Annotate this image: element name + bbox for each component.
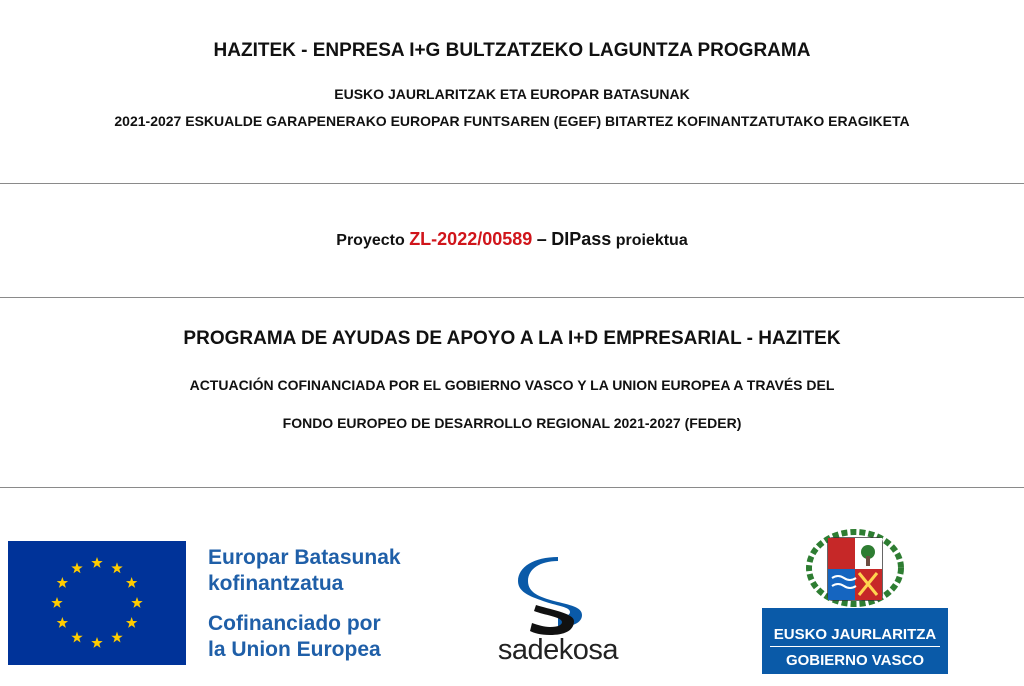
title-spanish: PROGRAMA DE AYUDAS DE APOYO A LA I+D EMPRESARIAL - HAZITEK [183, 328, 841, 349]
eu-line-3: Cofinanciado por [208, 612, 381, 635]
basque-government-divider [770, 646, 940, 647]
spanish-line-2: FONDO EUROPEO DE DESARROLLO REGIONAL 2021-2027 (FEDER) [282, 415, 742, 431]
project-name: DIPass [551, 229, 612, 249]
subtitle-basque-1: EUSKO JAURLARITZAK ETA EUROPAR BATASUNAK [334, 86, 690, 102]
project-line [0, 229, 1024, 250]
project-code: ZL-2022/00589 [409, 229, 533, 249]
basque-government-name-eu: EUSKO JAURLARITZA [773, 626, 937, 643]
project-suffix: proiektua [615, 232, 688, 249]
eu-flag-logo [8, 541, 186, 665]
project-prefix: Proyecto [336, 232, 405, 249]
eu-line-2: kofinantzatua [208, 572, 344, 595]
divider-2 [0, 297, 1024, 298]
eu-line-1: Europar Batasunak [208, 546, 401, 569]
subtitle-basque-2: 2021-2027 ESKUALDE GARAPENERAKO EUROPAR FUNTSAREN (EGEF) BITARTEZ KOFINANTZATUTAKO ERAGIKETA [114, 113, 910, 129]
basque-government-name-es: GOBIERNO VASCO [785, 652, 925, 669]
divider-1 [0, 183, 1024, 184]
spanish-line-1: ACTUACIÓN COFINANCIADA POR EL GOBIERNO VASCO Y LA UNION EUROPEA A TRAVÉS DEL [189, 377, 835, 393]
eu-line-4: la Union Europea [208, 638, 381, 661]
project-separator: – [536, 229, 547, 249]
divider-3 [0, 487, 1024, 488]
sadekosa-wordmark: sadekosa [497, 634, 619, 666]
title-basque: HAZITEK - ENPRESA I+G BULTZATZEKO LAGUNTZA PROGRAMA [213, 40, 811, 61]
